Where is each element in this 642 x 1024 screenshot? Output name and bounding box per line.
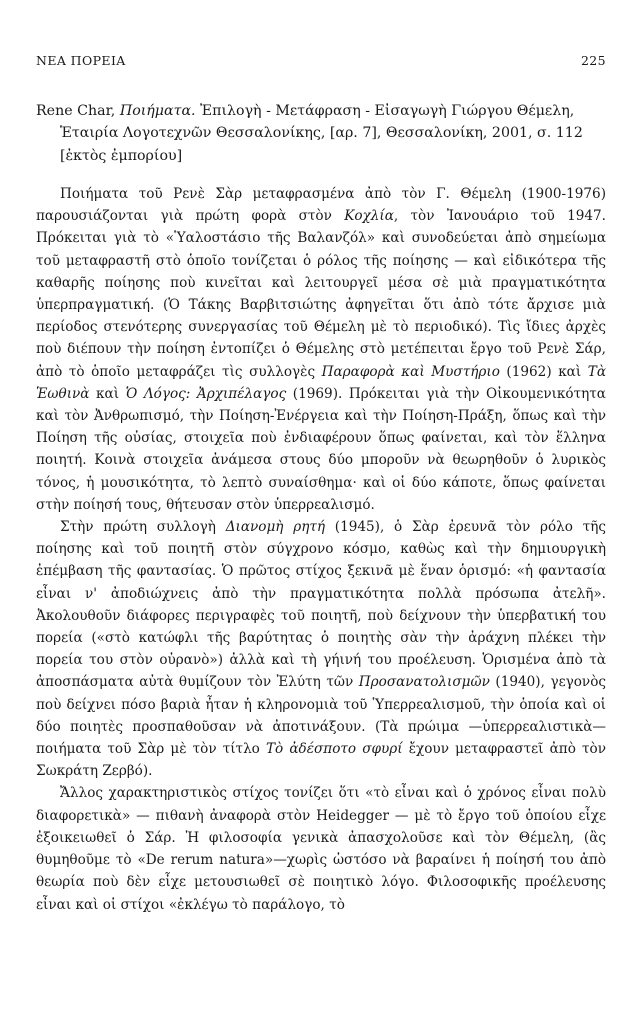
text-run: , τὸν Ἰανουάριο τοῦ 1947. Πρόκειται γιὰ τὸ «Ὑαλοστάσιο τῆς Βαλανζόλ» καὶ συνοδεύεται ἀπὸ σημείωμα τοῦ μεταφραστῆ στὸ ὁποῖο τονίζεται ὁ ρόλος τῆς ποίησης — καὶ εἰδικότερα τῆς καθαρῆς ποίησης ποὺ κινεῖται καὶ λειτουργεῖ μέσα σὲ μιὰ πραγματικότητα ὑπερπραγματική. (Ὁ Τάκης Βαρβιτσιώτης ἀφηγεῖται ὅτι ἀπὸ τότε ἄρχισε μιὰ περίοδος στενότερης συνεργασίας τοῦ Θέμελη μὲ τὸ περιοδικό). Τὶς ἴδιες ἀρχὲς ποὺ διέπουν τὴν ποίηση ἐντοπίζει ὁ Θέμελης στὸ μετέπειται ἔργο τοῦ Ρενὲ Σάρ, ἀπὸ τὸ ὁποῖο μεταφράζει τὶς συλλογὲς bbox=[36, 208, 606, 380]
text-run: (1945), ὁ Σὰρ ἐρευνᾶ τὸν ρόλο τῆς ποίησης καὶ τοῦ ποιητῆ στὸν σύγχρονο κόσμο, καθὼς καὶ τὴν δημιουργικὴ ἐπέμβαση τῆς φαντασίας. Ὁ πρῶτος στίχος ξεκινᾶ μὲ ἕναν ὁρισμό: «ἡ φαντασία εἶναι ν' ἀποδιώχνεις ἀπὸ τὴν πραγματικότητα πολλὰ πρόσωπα ἀτελῆ». Ἀκολουθοῦν διάφορες περιγραφὲς τοῦ ποιητῆ, ποὺ δείχνουν τὴν ὑπερβατική του πορεία («στὸ κατώφλι τῆς βαρύτητας ὁ ποιητὴς σὰν τὴν ἀράχνη πλέκει τὴν πορεία του στὸν οὐρανὸ») ἀλλὰ καὶ τὴ γήινή του προέλευση. Ὁρισμένα ἀπὸ τὰ ἀποσπάσματα αὐτὰ θυμίζουν τὸν Ἐλύτη τῶν bbox=[36, 519, 607, 691]
review-body bbox=[36, 183, 606, 916]
bibliographic-entry bbox=[36, 100, 606, 167]
italic-title: Παραφορὰ καὶ Μυστήριο bbox=[321, 363, 500, 380]
italic-title: Προσανατολισμῶν bbox=[358, 674, 490, 691]
book-details: Ἐπιλογὴ - Μετάφραση - Εἰσαγωγὴ Γιώργου Θέμελη, Ἑταιρία Λογοτεχνῶν Θεσσαλονίκης, [αρ. 7], Θεσσαλονίκη, 2001, σ. 112 [ἐκτὸς ἐμπορίου] bbox=[60, 103, 583, 164]
paragraph bbox=[36, 183, 606, 516]
text-run: (1969). Πρόκειται γιὰ τὴν Οἰκουμενικότητα καὶ τὸν Ἀνθρωπισμό, τὴν Ποίηση-Ἐνέργεια καὶ τὴν Ποίηση-Πράξη, ὅπως καὶ τὴν Ποίηση τῆς οὐσίας, στοιχεῖα ποὺ ἐνδιαφέρουν ὅπως φαίνεται, καὶ τὸν ἕλληνα ποιητή. Κοινὰ στοιχεῖα ἀνάμεσα στους δύο μποροῦν νὰ θεωρηθοῦν ὁ λυρικὸς τόνος, ἡ μουσικότητα, τὸ λεπτὸ συναίσθημα· καὶ οἱ δύο κάποτε, ὅπως φαίνεται στὴν ποίησή τους, θήτευσαν στὸν ὑπερρεαλισμό. bbox=[36, 385, 606, 513]
page-number: 225 bbox=[580, 53, 606, 68]
text-run: ἔχουν μεταφραστεῖ ἀπὸ τὸν Σωκράτη Ζερβό). bbox=[36, 741, 606, 780]
paragraph bbox=[36, 782, 606, 915]
paragraph bbox=[36, 516, 606, 782]
italic-title: Τὸ ἀδέσποτο σφυρί bbox=[265, 741, 403, 758]
text-run: Ποιήματα τοῦ Ρενὲ Σὰρ μεταφρασμένα ἀπὸ τὸν Γ. Θέμελη (1900-1976) παρουσιάζονται γιὰ πρώτη φορὰ στὸν bbox=[36, 186, 606, 225]
page bbox=[36, 0, 606, 1024]
book-author: Rene Char, bbox=[36, 103, 116, 119]
text-run: Ἄλλος χαρακτηριστικὸς στίχος τονίζει ὅτι «τὸ εἶναι καὶ ὁ χρόνος εἶναι πολὺ διαφορετικὰ» — πιθανὴ ἀναφορὰ στὸν Heidegger — μὲ τὸ ἔργο τοῦ ὁποίου εἶχε ἐξοικειωθεῖ ὁ Σάρ. Ἡ φιλοσοφία γενικὰ ἀπασχολοῦσε καὶ τὸν Θέμελη, (ἂς θυμηθοῦμε τὸ «De rerum natura»—χωρὶς ὡστόσο νὰ βαραίνει ἡ ποίησή του ἀπὸ θεωρία ποὺ δὲν εἶχε μετουσιωθεῖ σὲ ποιητικὸ λόγο. Φιλοσοφικῆς προέλευσης εἶναι καὶ οἱ στίχοι «ἐκλέγω τὸ παράλογο, τὸ bbox=[36, 785, 606, 913]
italic-title: Διανομὴ ρητή bbox=[225, 519, 326, 536]
italic-title: Κοχλία bbox=[344, 208, 394, 225]
italic-title: Τὰ Ἑωθινὰ bbox=[36, 363, 606, 402]
journal-title: ΝΕΑ ΠΟΡΕΙΑ bbox=[36, 53, 126, 68]
text-run: Στὴν πρώτη συλλογὴ bbox=[60, 519, 226, 536]
italic-title: Ὁ Λόγος: Ἀρχιπέλαγος bbox=[125, 385, 287, 402]
text-run: (1962) καὶ bbox=[499, 363, 588, 380]
book-title: Ποιήματα. bbox=[119, 103, 196, 119]
text-run: καὶ bbox=[89, 385, 126, 402]
text-run: (1940), γεγονὸς ποὺ δείχνει πόσο βαριὰ ἦταν ἡ κληρονομιὰ τοῦ Ὑπερρεαλισμοῦ, τὴν ὁποία καὶ οἱ δύο ποιητὲς προσπαθοῦσαν νὰ ἀποτινάξουν. (Τὰ πρώιμα —ὑπερρεαλιστικὰ— ποιήματα τοῦ Σὰρ μὲ τὸν τίτλο bbox=[36, 674, 606, 758]
